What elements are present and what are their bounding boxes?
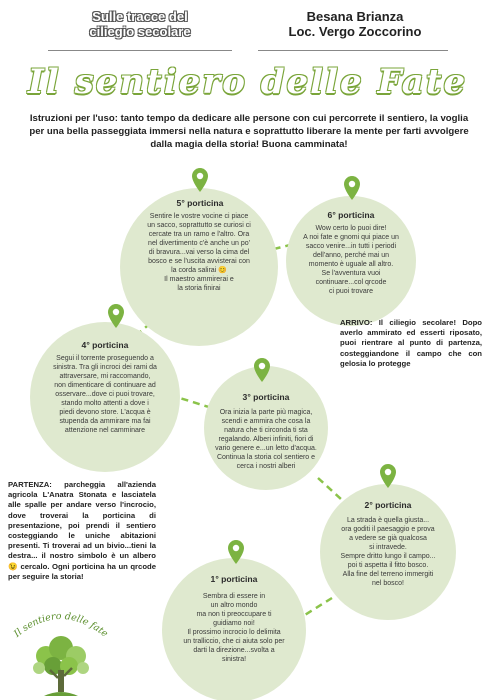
porticina-2-text: La strada è quella giusta... ora goditi il paesaggio e prova a vedere se già qualcosa si intravede. Sempre dritto lungo il campo... poi ti aspetta il fitto bosco. Alla fine del terreno immergiti nel bosco! [340,517,436,587]
porticina-6-text: Wow certo lo puoi dire! A noi fate e gnomi qui piace un sacco venire...in tutti i periodi dell'anno, perché mai un momento è uguale all altro. Se l'avventura vuoi continuare...col qrcode ci puoi trovare [303,225,399,295]
porticina-6-title: 6° porticina [327,210,375,220]
header-left [55,9,225,39]
porticina-3-title: 3° porticina [242,392,290,402]
logo-text: Il sentiero delle fate [12,610,110,640]
porticina-3-text: Ora inizia la parte più magica, scendi e ammira che cosa la natura che ti circonda ti sta regalando. Alberi infiniti, fiori di vario genere e...un letto d'acqua. Continua la storia col sentiero e cerca i nostri alberi [215,409,317,470]
partenza-text: PARTENZA: parcheggia all'azienda agricola L'Anatra Stonata e lasciatela alle spalle per andare verso l'incrocio, dove troverai la porticina di presentazione, poi prendi il sentiero costeggiando le uniche abitazioni presenti. Ti troverai ad un bivio...tieni la destra... il nostro simbolo è un albero 😉 cercalo. Ogni porticina ha un qrcode per seguire la storia! [8,480,156,581]
porticina-1-title: 1° porticina [210,574,258,584]
map-pin-icon [254,358,270,382]
porticina-1-text: Sembra di essere in un altro mondo ma non ti preoccupare ti guidiamo noi! Il prossimo incrocio lo delimita un tralliccio, che ci aiuta solo per darti la direzione...svolta a sinistra! [183,593,285,663]
map-pin-icon [344,176,360,200]
header-left-line1: Sulle tracce del [92,9,188,24]
porticina-4-text: Segui il torrente proseguendo a sinistra. Tra gli incroci dei rami da attraversare, mi raccomando, non dimenticare di continuare ad osservare...dove ci puoi trovare, stando molto attenti a dove i piedi devono store. L'acqua è stupenda da ammirare ma fai attenzione nel camminare [53,355,157,434]
map-pin-icon [228,540,244,564]
page-title: Il sentiero delle Fate [27,62,468,102]
header-right-line2: Loc. Vergo Zoccorino [288,24,422,39]
tree-icon [33,636,89,696]
porticina-5-text: Sentire le vostre vocine ci piace un sacco, soprattutto se curiosi ci cercate tra un ramo e l'altro. Ora nel divertimento c'è anche un po' di bravura...vai verso la cima del bosco e se l'uscita avvisterai con la corda salirai 😊 Il maestro ammirerai e la storia finirai [147,213,251,292]
header-right-line1: Besana Brianza [306,9,404,24]
tree-logo [6,600,116,700]
header-right [270,9,440,39]
header-left-divider [48,50,232,51]
map-pin-icon [108,304,124,328]
intro-text: Istruzioni per l'uso: tanto tempo da dedicare alle persone con cui percorrete il sentiero, la voglia per una bella passeggiata immersi nella natura e soprattutto liberare la mente per farti avvolgere dalla magia della storia! Buona camminata! [29,113,469,150]
arrivo-text: ARRIVO: Il ciliegio secolare! Dopo averlo ammirato ed esserti riposato, puoi rientrare al punto di partenza, costeggiandone il campo che con gelosia lo protegge [340,318,482,368]
header-left-line2: ciliegio secolare [89,24,191,39]
header-right-divider [258,50,448,51]
porticina-2-title: 2° porticina [364,500,412,510]
porticina-4-title: 4° porticina [81,340,129,350]
map-pin-icon [380,464,396,488]
porticina-5-title: 5° porticina [176,198,224,208]
map-pin-icon [192,168,208,192]
